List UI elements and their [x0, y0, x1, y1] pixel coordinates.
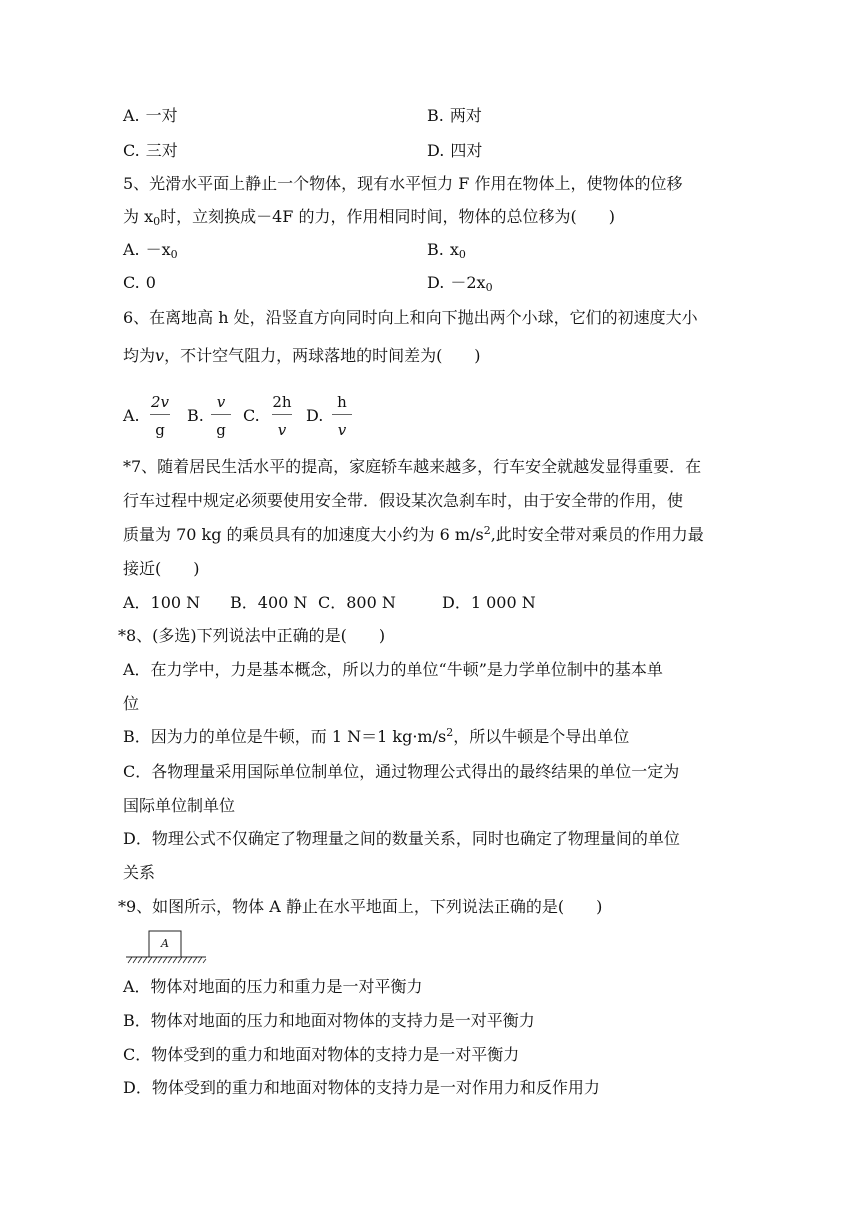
q8-option-c-line2: 国际单位制单位: [123, 796, 236, 815]
q8-option-a-line1: A．在力学中，力是基本概念，所以力的单位“牛顿”是力学单位制中的基本单: [123, 660, 663, 679]
q8-option-c-line1: C．各物理量采用国际单位制单位，通过物理公式得出的最终结果的单位一定为: [123, 762, 680, 781]
q6-option-b-key: B.: [187, 406, 204, 425]
q6-option-b-denominator: g: [216, 421, 226, 439]
q7-stem-line2: 行车过程中规定必须要使用安全带．假设某次急刹车时，由于安全带的作用，使: [123, 491, 684, 510]
q8-option-d-line2: 关系: [123, 863, 156, 882]
fraction-bar: [272, 414, 292, 415]
q6-option-a-key: A.: [123, 406, 140, 425]
q8-stem: *8、(多选)下列说法中正确的是( ): [118, 626, 386, 645]
q6-option-c-denominator: v: [277, 421, 287, 439]
q9-option-d: D．物体受到的重力和地面对物体的支持力是一对作用力和反作用力: [123, 1078, 600, 1097]
fraction-bar: [211, 414, 231, 415]
q9-option-b: B．物体对地面的压力和地面对物体的支持力是一对平衡力: [123, 1011, 535, 1030]
q9-option-c: C．物体受到的重力和地面对物体的支持力是一对平衡力: [123, 1045, 520, 1064]
q7-stem-line1: *7、随着居民生活水平的提高，家庭轿车越来越多，行车安全就越发显得重要．在: [123, 457, 702, 476]
q6-option-c-key: C.: [243, 406, 260, 425]
q7-option-c: C．800 N: [318, 593, 396, 612]
q8-option-d-line1: D．物理公式不仅确定了物理量之间的数量关系，同时也确定了物理量间的单位: [123, 829, 680, 848]
fraction-bar: [332, 414, 352, 415]
q6-option-a-numerator: 2v: [150, 393, 170, 411]
q6-stem-line2: 均为v，不计空气阻力，两球落地的时间差为( ): [123, 346, 481, 365]
q7-option-a: A．100 N: [123, 593, 201, 612]
fraction-bar: [150, 414, 170, 415]
q4-option-c: C. 三对: [123, 141, 178, 160]
q7-stem-line3: 质量为 70 kg 的乘员具有的加速度大小约为 6 $m/s^2$,此时安全带对乘员的作用力最: [123, 524, 704, 544]
q4-option-d: D. 四对: [427, 141, 483, 160]
q5-option-d: D. $-2x_0$: [427, 273, 493, 294]
q4-option-b: B. 两对: [427, 106, 482, 125]
q7-option-d: D．1 000 N: [442, 593, 536, 612]
q7-stem-line4: 接近( ): [123, 559, 200, 578]
q7-option-b: B．400 N: [230, 593, 308, 612]
q6-option-d-numerator: h: [337, 393, 347, 411]
q5-option-c: C. 0: [123, 273, 156, 292]
q8-option-b: B．因为力的单位是牛顿，而 1 N＝1 $kg\cdot m/s^2$，所以牛顿是个导出单位: [123, 726, 630, 746]
q8-option-a-line2: 位: [123, 694, 140, 713]
q4-option-a: A. 一对: [123, 106, 178, 125]
q9-figure: [124, 929, 208, 969]
q9-stem: *9、如图所示，物体 A 静止在水平地面上，下列说法正确的是( ): [118, 897, 603, 916]
q9-option-a: A．物体对地面的压力和重力是一对平衡力: [123, 977, 423, 996]
q6-option-d-denominator: v: [337, 421, 347, 439]
q6-stem-line1: 6、在离地高 h 处，沿竖直方向同时向上和向下抛出两个小球，它们的初速度大小: [123, 308, 698, 327]
q5-stem-line2: 为 $x_0$时，立刻换成－4F 的力，作用相同时间，物体的总位移为( ): [123, 207, 615, 228]
q5-stem-line1: 5、光滑水平面上静止一个物体，现有水平恒力 F 作用在物体上，使物体的位移: [123, 174, 683, 193]
q6-option-b-numerator: v: [216, 393, 226, 411]
q6-option-d-key: D.: [306, 406, 324, 425]
block-label: A: [161, 937, 169, 950]
q6-option-a-denominator: g: [155, 421, 165, 439]
q5-option-a: A. $-x_0$: [123, 240, 178, 261]
q6-option-c-numerator: 2h: [272, 393, 292, 411]
q5-option-b: B. $x_0$: [427, 240, 466, 261]
